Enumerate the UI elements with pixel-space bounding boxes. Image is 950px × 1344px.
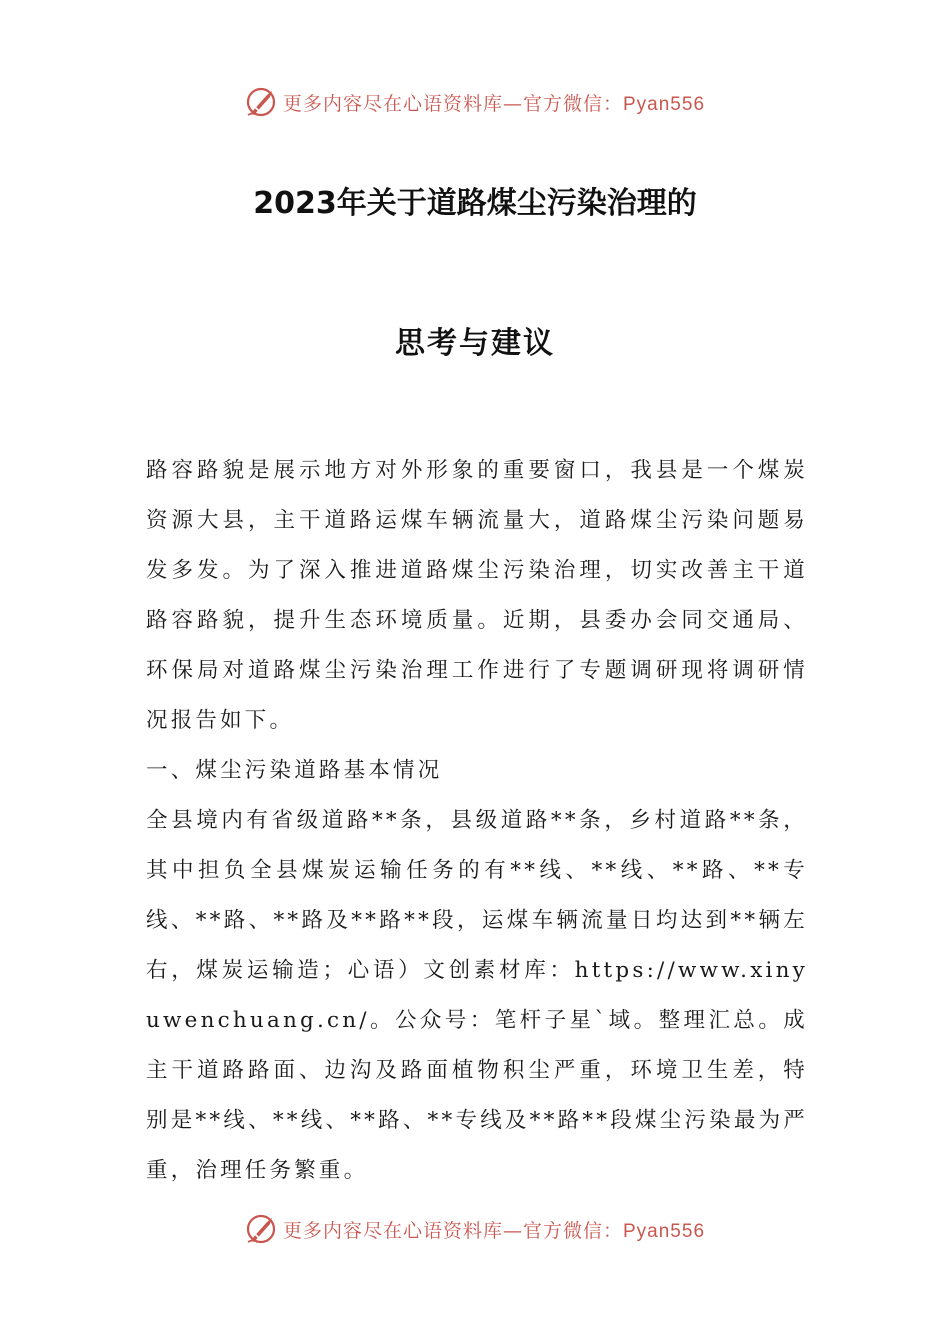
document-body [146,446,808,1196]
document-title-line2: 思考与建议 [395,326,555,361]
footer-watermark-banner [0,1209,950,1249]
wechat-handle: Pyan556 [623,1220,706,1242]
watermark-label: 更多内容尽在心语资料库—官方微信： [282,1219,623,1242]
wechat-handle: Pyan556 [623,93,706,115]
watermark-text [283,1216,705,1243]
paragraph-intro: 路容路貌是展示地方对外形象的重要窗口，我县是一个煤炭资源大县，主干道路运煤车辆流量大，道路煤尘污染问题易发多发。为了深入推进道路煤尘污染治理，切实改善主干道路容路貌，提升生态环境质量。近期，县委办会同交通局、环保局对道路煤尘污染治理工作进行了专题调研现将调研情况报告如下。 [146,458,808,733]
document-title-line1: 2023年关于道路煤尘污染治理的 [253,186,697,221]
watermark-text [283,89,705,116]
header-watermark-banner [0,82,950,122]
paragraph-road-situation: 全县境内有省级道路**条，县级道路**条，乡村道路**条，其中担负全县煤炭运输任务的有**线、**线、**路、**专线、**路、**路及**路**段，运煤车辆流量日均达到**辆左右，煤炭运输造；心语）文创素材库：https://www.xinyuwenchuang.cn/。公众号：笔杆子星`域。整理汇总。成主干道路路面、边沟及路面植物积尘严重，环境卫生差，特别是**线、**线、**路、**专线及**路**段煤尘污染最为严重，治理任务繁重。 [146,808,808,1183]
section-heading: 一、煤尘污染道路基本情况 [146,758,443,783]
watermark-label: 更多内容尽在心语资料库—官方微信： [282,92,623,115]
pen-nib-logo-icon [245,85,279,119]
pen-nib-logo-icon [245,1212,279,1246]
